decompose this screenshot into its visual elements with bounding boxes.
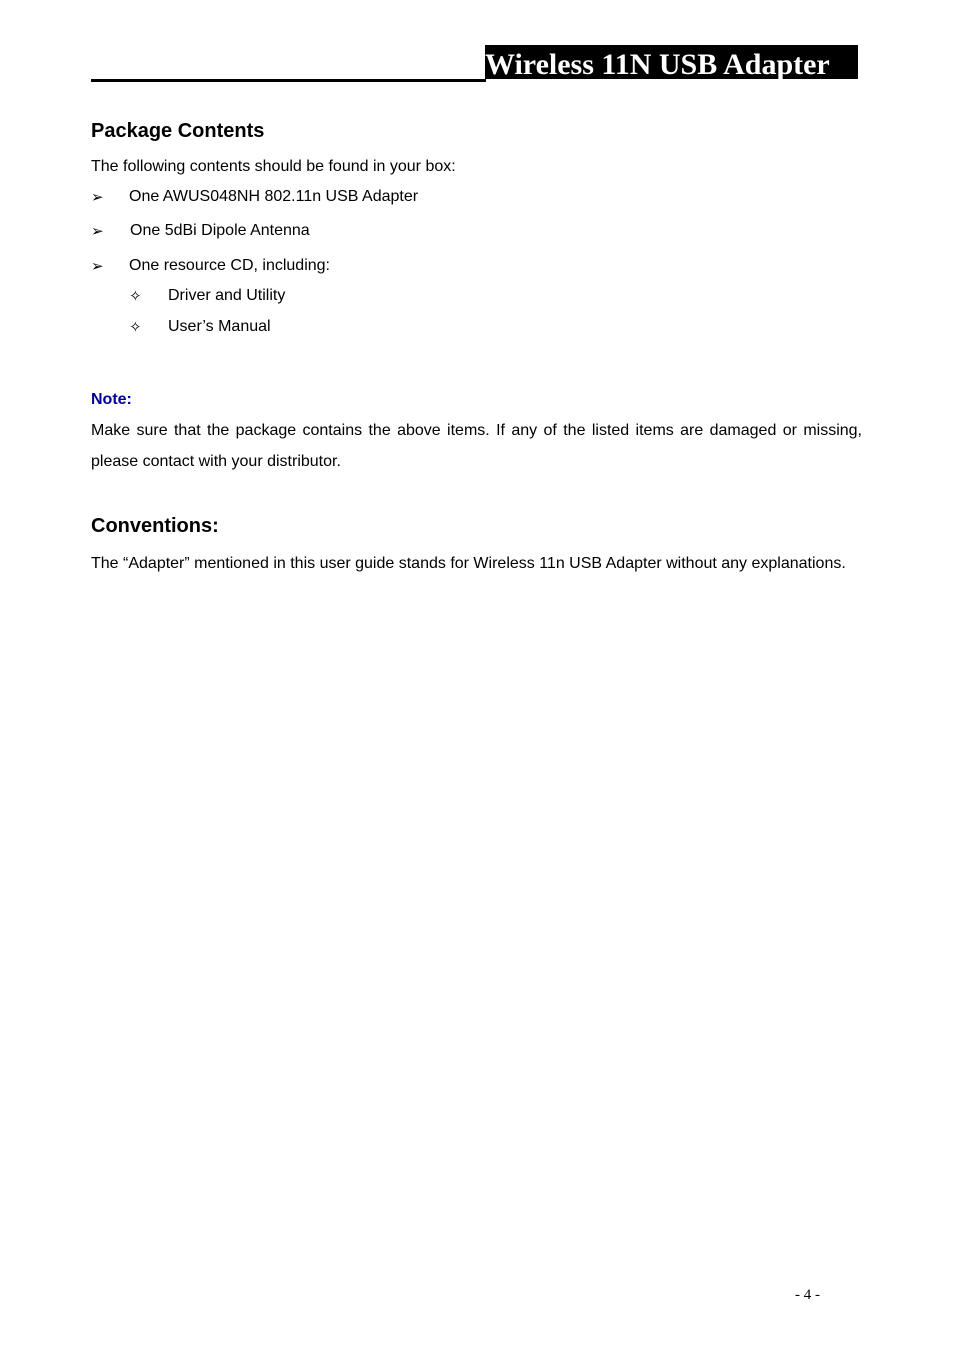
arrow-bullet-icon: ➢ [91,222,104,240]
header-rule [91,79,486,82]
note-text: Make sure that the package contains the above items. If any of the listed items are damaged or missing, please contact with your distributor. [91,422,862,470]
star-bullet-icon: ✧ [129,318,142,336]
package-contents-intro: The following contents should be found in your box: [91,158,456,175]
note-label: Note: [91,391,132,408]
package-contents-heading: Package Contents [91,120,265,142]
sub-list-item-text: User’s Manual [168,318,271,335]
conventions-text: The “Adapter” mentioned in this user guide stands for Wireless 11n USB Adapter without any explanations. [91,555,846,572]
list-item-text: One 5dBi Dipole Antenna [130,222,310,239]
document-title-banner [485,45,858,79]
document-title: Wireless 11N USB Adapter [485,48,830,81]
arrow-bullet-icon: ➢ [91,257,104,275]
page-number: - 4 - [795,1287,820,1303]
list-item-text: One resource CD, including: [129,257,330,274]
conventions-heading: Conventions: [91,515,219,537]
arrow-bullet-icon: ➢ [91,188,104,206]
list-item-text: One AWUS048NH 802.11n USB Adapter [129,188,419,205]
sub-list-item-text: Driver and Utility [168,287,286,304]
star-bullet-icon: ✧ [129,287,142,305]
